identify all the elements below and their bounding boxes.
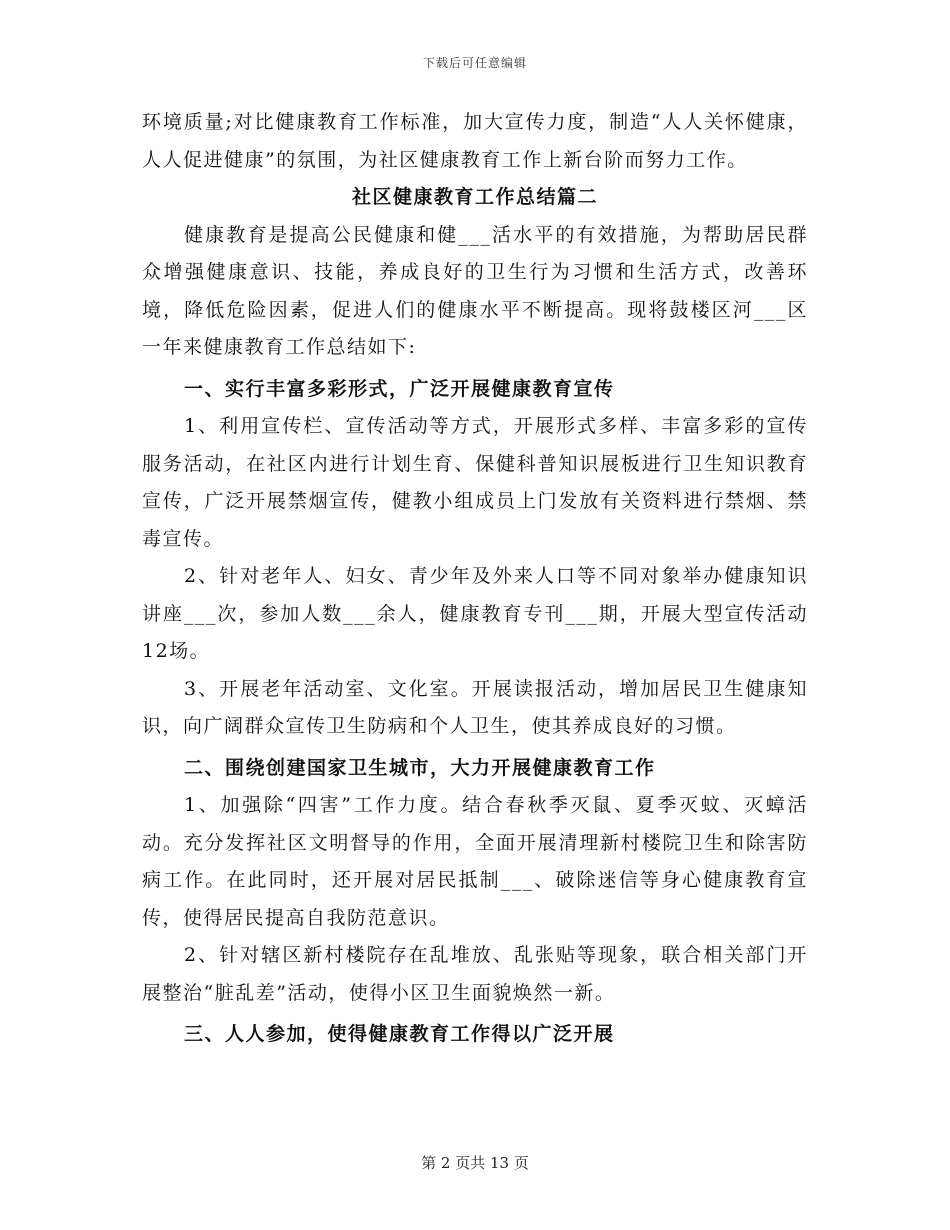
page-header: 下载后可任意编辑 bbox=[422, 56, 527, 70]
paragraph-2-1: 1、加强除“四害”工作力度。结合春秋季灭鼠、夏季灭蚊、灭蟑活动。充分发挥社区文明督导的作用，全面开展清理新村楼院卫生和除害防病工作。在此同时，还开展对居民抵制___、破除迷信等身心健康教育宣传，使得居民提高自我防范意识。 bbox=[142, 794, 808, 929]
heading-section-2: 二、围绕创建国家卫生城市，大力开展健康教育工作 bbox=[184, 756, 656, 779]
document-body bbox=[142, 104, 808, 1054]
section-title: 社区健康教育工作总结篇二 bbox=[351, 186, 598, 208]
paragraph-1-3: 3、开展老年活动室、文化室。开展读报活动，增加居民卫生健康知识，向广阔群众宣传卫生防病和个人卫生，使其养成良好的习惯。 bbox=[142, 677, 808, 737]
heading-section-1: 一、实行丰富多彩形式，广泛开展健康教育宣传 bbox=[184, 377, 615, 400]
paragraph-1-1: 1、利用宣传栏、宣传活动等方式，开展形式多样、丰富多彩的宣传服务活动，在社区内进行计划生育、保健科普知识展板进行卫生知识教育宣传，广泛开展禁烟宣传，健教小组成员上门发放有关资料进行禁烟、禁毒宣传。 bbox=[142, 415, 808, 550]
paragraph-1-2: 2、针对老年人、妇女、青少年及外来人口等不同对象举办健康知识讲座___次，参加人数___余人，健康教育专刊___期，开展大型宣传活动12场。 bbox=[142, 565, 808, 662]
page-number: 第 2 页共 13 页 bbox=[421, 1154, 529, 1172]
paragraph-intro-continuation: 环境质量;对比健康教育工作标准，加大宣传力度，制造“人人关怀健康，人人促进健康”的氛围，为社区健康教育工作上新台阶而努力工作。 bbox=[142, 111, 808, 171]
heading-section-3: 三、人人参加，使得健康教育工作得以广泛开展 bbox=[184, 1023, 615, 1045]
paragraph-2-2: 2、针对辖区新村楼院存在乱堆放、乱张贴等现象，联合相关部门开展整治“脏乱差”活动，使得小区卫生面貌焕然一新。 bbox=[142, 944, 808, 1004]
paragraph-lead: 健康教育是提高公民健康和健___活水平的有效措施，为帮助居民群众增强健康意识、技能，养成良好的卫生行为习惯和生活方式，改善环境，降低危险因素，促进人们的健康水平不断提高。现将鼓楼区河___区一年来健康教育工作总结如下: bbox=[142, 223, 808, 358]
